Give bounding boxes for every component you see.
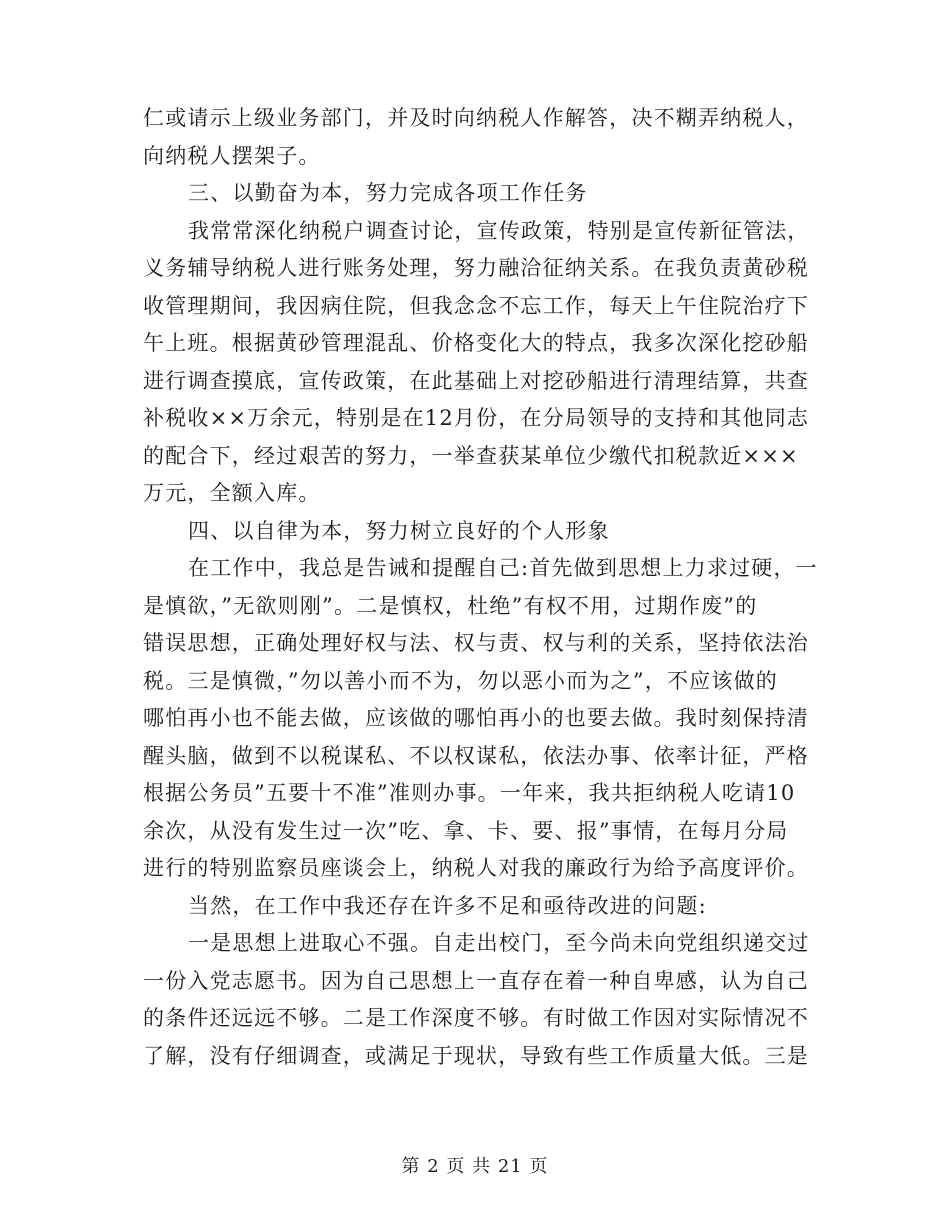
text-line: 余次，从没有发生过一次”吃、拿、卡、要、报”事情，在每月分局 [143,818,789,843]
document-body [143,100,818,1075]
paragraph-start: 当然，在工作中我还存在许多不足和亟待改进的问题: [188,893,707,918]
text-line: 向纳税人摆架子。 [143,143,321,168]
text-line: 哪怕再小也不能去做，应该做的哪怕再小的也要去做。我时刻保持清 [143,706,809,730]
text-line: 醒头脑，做到不以税谋私、不以权谋私，依法办事、依率计征，严格 [143,743,809,768]
text-line: 收管理期间，我因病住院，但我念念不忘工作，每天上午住院治疗下 [143,293,809,318]
text-line: 进行的特别监察员座谈会上，纳税人对我的廉政行为给予高度评价。 [143,856,809,880]
text-line: 一份入党志愿书。因为自己思想上一直存在着一种自卑感，认为自己 [143,968,809,993]
text-line: 进行调查摸底，宣传政策，在此基础上对挖砂船进行清理结算，共查 [143,368,809,393]
text-line: 补税收××万余元，特别是在12月份，在分局领导的支持和其他同志 [143,406,810,430]
text-line: 错误思想，正确处理好权与法、权与责、权与利的关系，坚持依法治 [143,631,809,655]
text-line: 午上班。根据黄砂管理混乱、价格变化大的特点，我多次深化挖砂船 [143,331,809,355]
text-line: 税。三是慎微，”勿以善小而不为，勿以恶小而为之”，不应该做的 [143,668,778,693]
text-line: 根据公务员”五要十不准”准则办事。一年来，我共拒纳税人吃请10 [143,781,796,805]
paragraph-start: 一是思想上进取心不强。自走出校门，至今尚未向党组织递交过 [188,931,810,955]
section-heading: 四、以自律为本，努力树立良好的个人形象 [188,518,610,543]
text-line: 万元，全额入库。 [143,481,321,505]
text-line: 义务辅导纳税人进行账务处理，努力融洽征纳关系。在我负责黄砂税 [143,256,809,280]
page-number-footer: 第 2 页 共 21 页 [401,1156,549,1177]
text-line: 仁或请示上级业务部门，并及时向纳税人作解答，决不糊弄纳税人， [143,106,809,130]
text-line: 的条件还远远不够。二是工作深度不够。有时做工作因对实际情况不 [143,1006,809,1030]
section-heading: 三、以勤奋为本，努力完成各项工作任务 [188,181,588,205]
text-line: 了解，没有仔细调查，或满足于现状，导致有些工作质量大低。三是 [143,1043,809,1068]
paragraph-start: 我常常深化纳税户调查讨论，宣传政策，特别是宣传新征管法， [188,218,810,243]
paragraph-start: 在工作中，我总是告诫和提醒自己:首先做到思想上力求过硬，一 [188,556,818,580]
text-line: 是慎欲，”无欲则刚”。二是慎权，杜绝”有权不用，过期作废”的 [143,593,758,618]
text-line: 的配合下，经过艰苦的努力，一举查获某单位少缴代扣税款近××× [143,443,799,468]
